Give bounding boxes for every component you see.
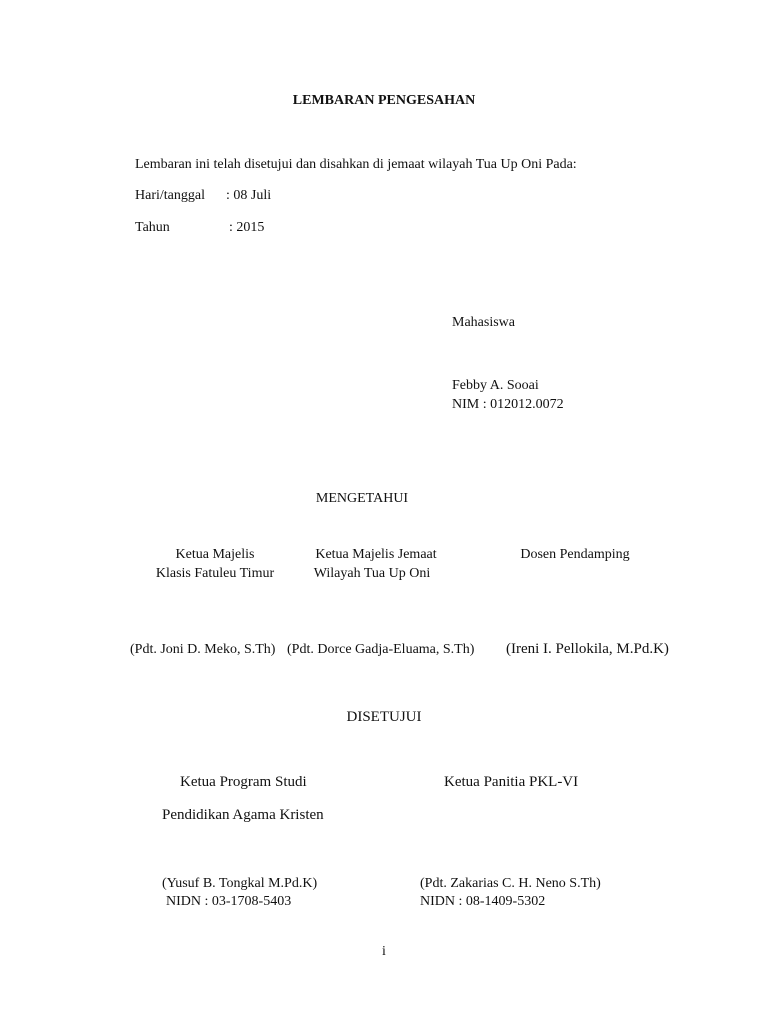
student-name: Febby A. Sooai xyxy=(452,378,539,393)
signer-jemaat-title: Ketua Majelis Jemaat xyxy=(315,547,437,562)
signer-prodi-title: Ketua Program Studi xyxy=(180,774,307,790)
signer-prodi-nidn: NIDN : 03-1708-5403 xyxy=(166,894,292,909)
signer-klasis-title-line2: Klasis Fatuleu Timur xyxy=(155,566,275,581)
signer-panitia-name: (Pdt. Zakarias C. H. Neno S.Th) xyxy=(420,876,601,891)
mengetahui-heading: MENGETAHUI xyxy=(315,491,409,506)
intro-paragraph: Lembaran ini telah disetujui dan disahkan di jemaat wilayah Tua Up Oni Pada: xyxy=(135,157,577,172)
signer-jemaat-name: (Pdt. Dorce Gadja-Eluama, S.Th) xyxy=(287,642,475,657)
date-day-label: Hari/tanggal xyxy=(135,188,205,203)
page-number: i xyxy=(382,944,386,959)
student-role: Mahasiswa xyxy=(452,315,515,330)
signer-prodi-title-line2: Pendidikan Agama Kristen xyxy=(162,807,324,823)
signer-klasis-name: (Pdt. Joni D. Meko, S.Th) xyxy=(130,642,276,657)
date-year-label: Tahun xyxy=(135,220,170,235)
page-title: LEMBARAN PENGESAHAN xyxy=(292,93,476,108)
disetujui-heading: DISETUJUI xyxy=(346,709,422,725)
signer-prodi-name: (Yusuf B. Tongkal M.Pd.K) xyxy=(162,876,318,891)
signer-dosen-title: Dosen Pendamping xyxy=(520,547,630,562)
student-nim: NIM : 012012.0072 xyxy=(452,397,564,412)
signer-dosen-name: (Ireni I. Pellokila, M.Pd.K) xyxy=(506,641,669,657)
signer-jemaat-title-line2: Wilayah Tua Up Oni xyxy=(313,566,431,581)
date-day-value: : 08 Juli xyxy=(226,188,272,203)
signer-klasis-title: Ketua Majelis xyxy=(175,547,255,562)
date-year-value: : 2015 xyxy=(229,220,265,235)
signer-panitia-title: Ketua Panitia PKL-VI xyxy=(444,774,579,790)
signer-panitia-nidn: NIDN : 08-1409-5302 xyxy=(420,894,546,909)
